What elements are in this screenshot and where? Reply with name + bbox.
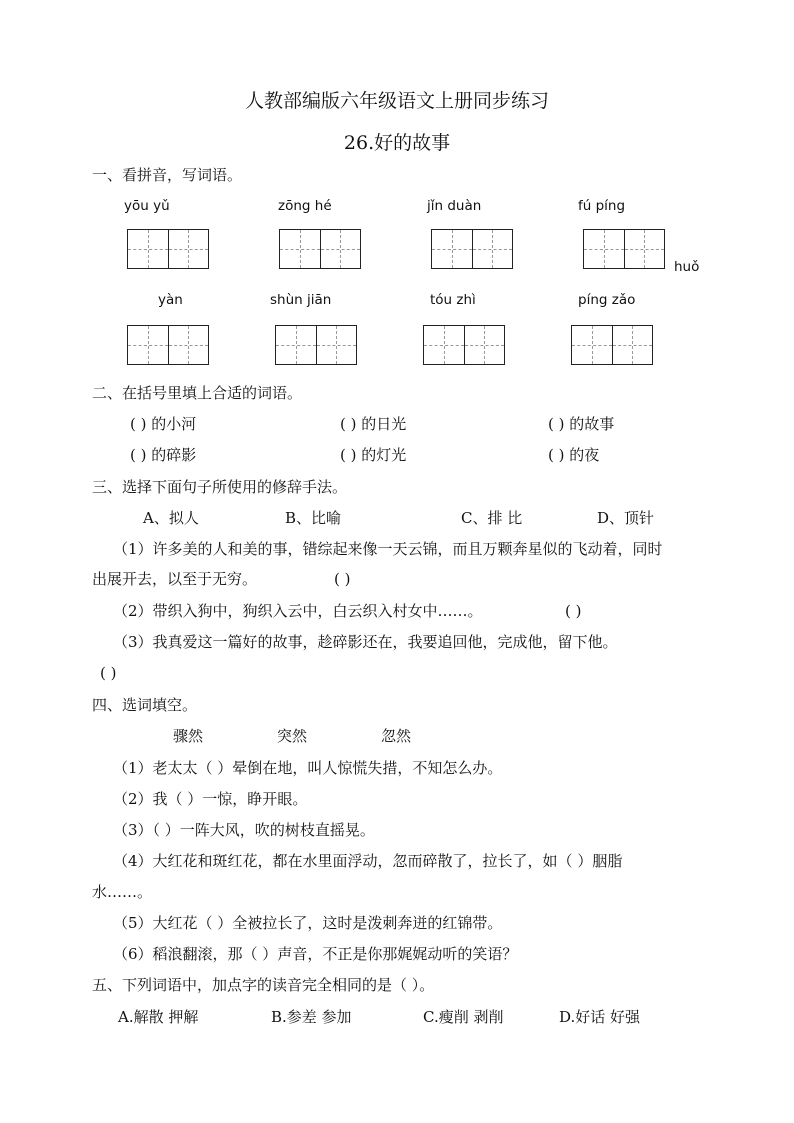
pinyin-label: zōng hé	[278, 198, 332, 214]
q3-heading: 三、选择下面句子所使用的修辞手法。	[92, 478, 348, 496]
writing-grid[interactable]	[431, 229, 513, 269]
fill-sentence-2[interactable]: （2）我（ ）一惊，睁开眼。	[113, 790, 308, 808]
writing-grid[interactable]	[423, 325, 505, 365]
answer-blank[interactable]: ( )	[100, 664, 117, 682]
fill-sentence-1[interactable]: （1）老太太（ ）晕倒在地，叫人惊慌失措，不知怎么办。	[113, 759, 503, 777]
q1-heading: 一、看拼音，写词语。	[92, 166, 243, 184]
word-choice: 突然	[277, 727, 308, 745]
writing-grid[interactable]	[279, 229, 361, 269]
q2-heading: 二、在括号里填上合适的词语。	[92, 384, 303, 402]
writing-grid[interactable]	[127, 229, 209, 269]
pinyin-label: yōu yǔ	[124, 198, 170, 214]
option-b: B、比喻	[285, 509, 342, 527]
writing-grid[interactable]	[571, 325, 653, 365]
pinyin-label: jǐn duàn	[427, 198, 482, 214]
writing-grid[interactable]	[275, 325, 357, 365]
q5-heading[interactable]: 五、下列词语中，加点字的读音完全相同的是（ ）。	[92, 976, 435, 994]
answer-blank[interactable]: ( )	[334, 570, 351, 588]
pinyin-label: shùn jiān	[270, 292, 332, 308]
option-a: A.解散 押解	[118, 1008, 199, 1026]
pinyin-label: yàn	[158, 292, 183, 308]
answer-blank[interactable]: ( )	[565, 602, 582, 620]
option-c: C.瘦削 剥削	[423, 1008, 504, 1026]
fill-item[interactable]: ( ) 的灯光	[340, 446, 407, 464]
q4-heading: 四、选词填空。	[92, 696, 198, 714]
option-d: D、顶针	[597, 509, 655, 527]
fill-sentence-3[interactable]: （3）（ ）一阵大风，吹的树枝直摇晃。	[113, 821, 375, 839]
fill-item[interactable]: ( ) 的小河	[130, 415, 197, 433]
pinyin-label: tóu zhì	[430, 292, 476, 308]
page-title: 人教部编版六年级语文上册同步练习	[244, 90, 549, 112]
option-c: C、排 比	[461, 509, 523, 527]
fill-item[interactable]: ( ) 的夜	[548, 446, 600, 464]
pinyin-label: fú píng	[578, 198, 626, 214]
fill-sentence-6[interactable]: （6）稻浪翻滚，那（ ）声音，不正是你那娓娓动听的笑语？	[113, 945, 518, 963]
word-choice: 骤然	[173, 727, 204, 745]
sentence-3: （3）我真爱这一篇好的故事，趁碎影还在，我要追回他，完成他，留下他。	[113, 633, 618, 651]
pinyin-label: píng zǎo	[578, 292, 636, 308]
fill-sentence-4[interactable]: （4）大红花和斑红花，都在水里面浮动，忽而碎散了，拉长了，如（ ）胭脂	[113, 852, 623, 870]
fill-item[interactable]: ( ) 的碎影	[130, 446, 197, 464]
word-choice: 忽然	[381, 727, 412, 745]
fill-sentence-5[interactable]: （5）大红花（ ）全被拉长了，这时是泼刺奔迸的红锦带。	[113, 914, 503, 932]
option-d: D.好话 好强	[559, 1008, 641, 1026]
writing-grid[interactable]	[127, 325, 209, 365]
fill-item[interactable]: ( ) 的故事	[548, 415, 615, 433]
fill-item[interactable]: ( ) 的日光	[340, 415, 407, 433]
option-b: B.参差 参加	[271, 1008, 352, 1026]
sentence-1: （1）许多美的人和美的事，错综起来像一天云锦，而且万颗奔星似的飞动着，同时	[113, 540, 663, 558]
writing-grid[interactable]	[583, 229, 665, 269]
fill-sentence-4-cont: 水……。	[92, 883, 153, 901]
lesson-title: 26.好的故事	[343, 132, 451, 154]
sentence-2: （2）带织入狗中，狗织入云中，白云织入村女中……。	[113, 602, 483, 620]
sentence-1-cont: 出展开去，以至于无穷。	[92, 570, 258, 588]
option-a: A、拟人	[143, 509, 199, 527]
pinyin-label: huǒ	[674, 259, 700, 275]
